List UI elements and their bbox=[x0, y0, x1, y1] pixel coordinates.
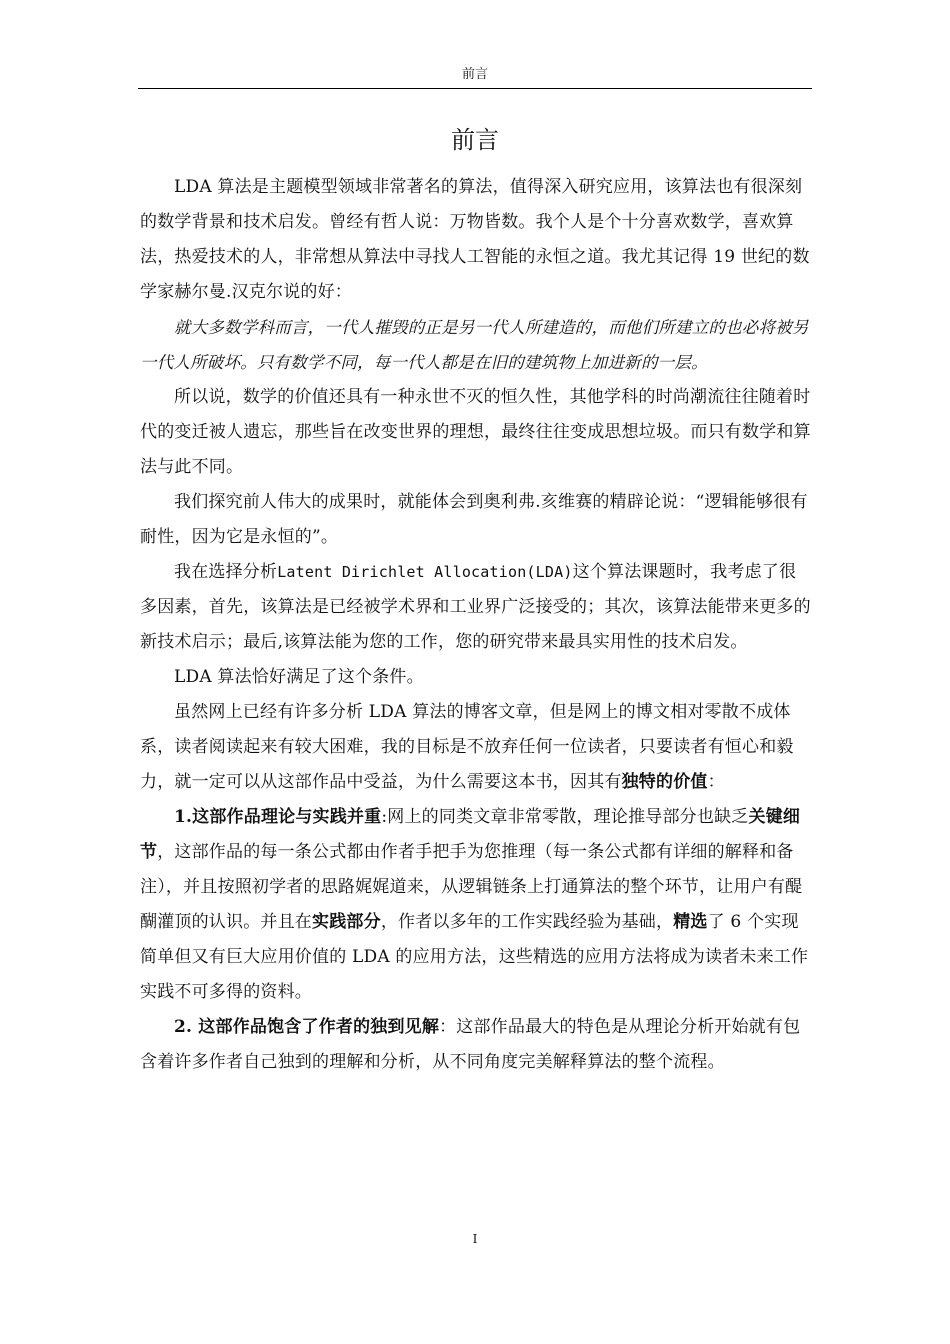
emphasis: 1.这部作品理论与实践并重 bbox=[174, 807, 382, 827]
text-run: ： bbox=[707, 772, 725, 792]
text-run: 虽然网上已经有许多分析 LDA 算法的博客文章，但是网上的博文相对零散不成体系，读者阅读起来有较大困难，我的目标是不放弃任何一位读者，只要读者有恒心和毅力，就一定可以从这部作品中受益，为什么需要这本书，因其有 bbox=[140, 702, 794, 792]
page-number: I bbox=[472, 1232, 478, 1246]
page-title: 前言 bbox=[451, 126, 499, 154]
paragraph-topic-choice bbox=[140, 555, 812, 660]
text-run: ，这部作品的每一条公式都由作者手把手为您推理（每一条公式都有详细的解释和备注），并且按照初学者的思路娓娓道来，从逻辑链条上打通算法的整个环节，让用户有醍醐灌顶的认识。并且在 bbox=[140, 842, 803, 932]
term-lda: Latent Dirichlet Allocation(LDA) bbox=[277, 563, 573, 581]
list-item-2 bbox=[140, 1010, 812, 1080]
quote-hankel: 就大多数学科而言，一代人摧毁的正是另一代人所建造的，而他们所建立的也必将被另一代人所破坏。只有数学不同，每一代人都是在旧的建筑物上加进新的一层。 bbox=[140, 318, 809, 372]
list-item-1 bbox=[140, 800, 812, 1010]
paragraph-condition: LDA 算法恰好满足了这个条件。 bbox=[174, 667, 424, 687]
emphasis: 关键细节 bbox=[140, 807, 801, 862]
paragraph-book-value bbox=[140, 695, 812, 800]
emphasis-unique-value: 独特的价值 bbox=[621, 772, 708, 792]
header-rule bbox=[138, 88, 812, 89]
body-text bbox=[140, 170, 812, 1080]
emphasis: 2. 这部作品饱含了作者的独到见解 bbox=[174, 1017, 440, 1037]
text-run: ，作者以多年的工作实践经验为基础， bbox=[380, 912, 674, 932]
running-header: 前言 bbox=[461, 67, 488, 82]
emphasis: 精选 bbox=[673, 912, 708, 932]
text-run: ：这部作品最大的特色是从理论分析开始就有包含着许多作者自己独到的理解和分析，从不同角度完美解释算法的整个流程。 bbox=[140, 1017, 801, 1072]
paragraph-heaviside: 我们探究前人伟大的成果时，就能体会到奥利弗.亥维赛的精辟论说：“逻辑能够很有耐性，因为它是永恒的”。 bbox=[140, 492, 808, 547]
text-run: :网上的同类文章非常零散，理论推导部分也缺乏 bbox=[381, 807, 749, 827]
paragraph-math-value: 所以说，数学的价值还具有一种永世不灭的恒久性，其他学科的时尚潮流往往随着时代的变迁被人遗忘，那些旨在改变世界的理想，最终往往变成思想垃圾。而只有数学和算法与此不同。 bbox=[140, 387, 811, 477]
text-run: 了 6 个实现简单但又有巨大应用价值的 LDA 的应用方法，这些精选的应用方法将成为读者未来工作实践不可多得的资料。 bbox=[140, 912, 809, 1002]
emphasis: 实践部分 bbox=[312, 912, 381, 932]
paragraph-intro: LDA 算法是主题模型领域非常著名的算法，值得深入研究应用，该算法也有很深刻的数学背景和技术启发。曾经有哲人说：万物皆数。我个人是个十分喜欢数学，喜欢算法，热爱技术的人，非常想从算法中寻找人工智能的永恒之道。我尤其记得 19 世纪的数学家赫尔曼.汉克尔说的好： bbox=[140, 177, 810, 302]
text-run: 我在选择分析 bbox=[174, 562, 278, 582]
text-run: 这个算法课题时，我考虑了很多因素，首先，该算法是已经被学术界和工业界广泛接受的；其次，该算法能带来更多的新技术启示；最后,该算法能为您的工作，您的研究带来最具实用性的技术启发。 bbox=[140, 562, 811, 652]
